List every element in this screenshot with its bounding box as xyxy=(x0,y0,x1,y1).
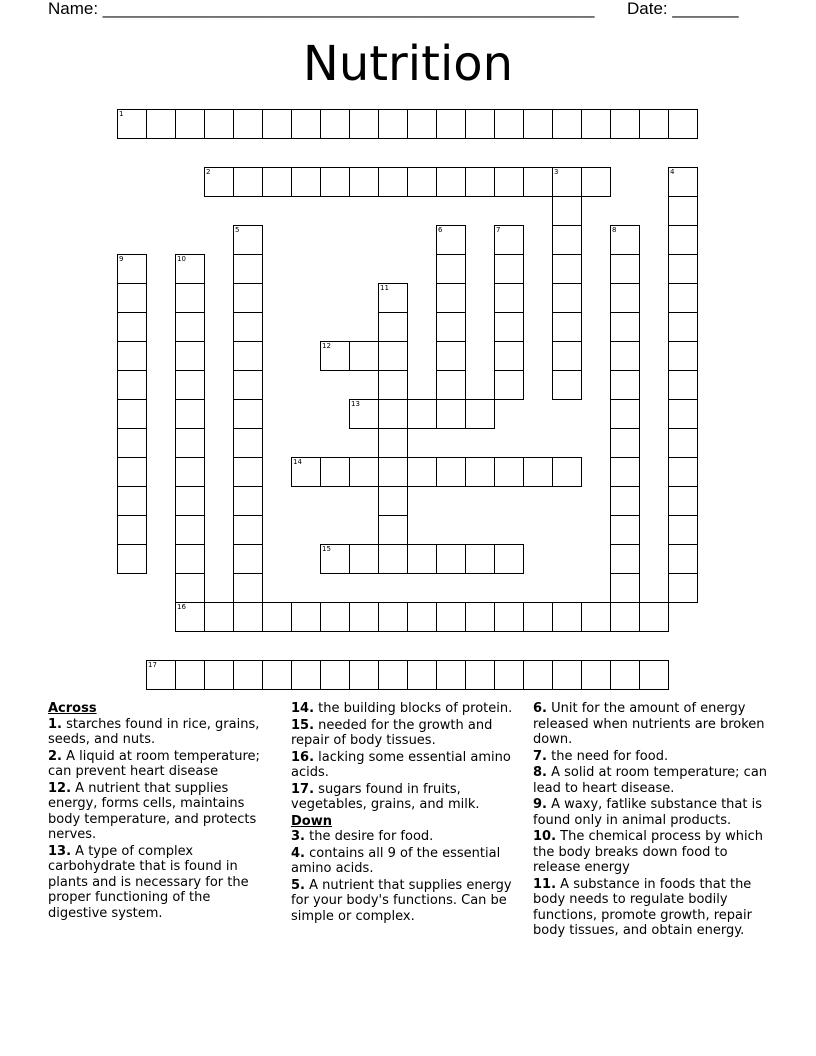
clue-text: lacking some essential amino acids. xyxy=(291,749,511,780)
clue-down-5 xyxy=(291,878,521,925)
grid-cell[interactable] xyxy=(320,167,350,197)
clue-text: A substance in foods that the body needs to regulate bodily functions, promote growth, repair body tissues, and obtain energy. xyxy=(533,876,752,938)
grid-cell[interactable] xyxy=(204,167,234,197)
grid-cell[interactable] xyxy=(465,167,495,197)
clue-text: A solid at room temperature; can lead to heart disease. xyxy=(533,765,768,796)
grid-cell[interactable] xyxy=(610,370,640,400)
grid-cell[interactable] xyxy=(175,457,205,487)
grid-cell[interactable] xyxy=(465,399,495,429)
grid-cell[interactable] xyxy=(378,399,408,429)
grid-cell[interactable] xyxy=(117,109,147,139)
grid-cell[interactable] xyxy=(581,167,611,197)
clue-text: A nutrient that supplies energy for your body's functions. Can be simple or complex. xyxy=(291,877,512,924)
clue-number: 2. xyxy=(48,748,62,764)
grid-cell[interactable] xyxy=(668,428,698,458)
cell-number: 12 xyxy=(322,342,331,350)
grid-cell[interactable] xyxy=(117,312,147,342)
grid-cell[interactable] xyxy=(639,109,669,139)
clues-column-2 xyxy=(291,701,521,925)
grid-cell[interactable] xyxy=(349,109,379,139)
grid-cell[interactable] xyxy=(639,602,669,632)
grid-cell[interactable] xyxy=(117,370,147,400)
grid-cell[interactable] xyxy=(146,109,176,139)
clue-text: needed for the growth and repair of body tissues. xyxy=(291,717,493,748)
clue-across-16 xyxy=(291,750,521,781)
grid-cell[interactable] xyxy=(320,109,350,139)
clue-number: 17. xyxy=(291,781,315,797)
grid-cell[interactable] xyxy=(523,660,553,690)
grid-cell[interactable] xyxy=(668,399,698,429)
clue-number: 9. xyxy=(533,797,547,812)
grid-cell[interactable] xyxy=(378,109,408,139)
grid-cell[interactable] xyxy=(291,602,321,632)
grid-cell[interactable] xyxy=(610,544,640,574)
grid-cell[interactable] xyxy=(494,312,524,342)
grid-cell[interactable] xyxy=(407,602,437,632)
clue-number: 7. xyxy=(533,748,547,764)
grid-cell[interactable] xyxy=(175,283,205,313)
clue-text: the need for food. xyxy=(551,748,669,764)
grid-cell[interactable] xyxy=(378,457,408,487)
grid-cell[interactable] xyxy=(436,254,466,284)
cell-number: 5 xyxy=(235,226,240,234)
grid-cell[interactable] xyxy=(668,283,698,313)
grid-cell[interactable] xyxy=(610,573,640,603)
grid-cell[interactable] xyxy=(639,660,669,690)
grid-cell[interactable] xyxy=(552,312,582,342)
grid-cell[interactable] xyxy=(465,602,495,632)
clue-text: the building blocks of protein. xyxy=(318,701,513,716)
grid-cell[interactable] xyxy=(610,341,640,371)
grid-cell[interactable] xyxy=(494,370,524,400)
clues-column-3 xyxy=(533,701,769,940)
grid-cell[interactable] xyxy=(494,341,524,371)
grid-cell[interactable] xyxy=(349,602,379,632)
grid-cell[interactable] xyxy=(610,457,640,487)
grid-cell[interactable] xyxy=(233,544,263,574)
clue-down-3 xyxy=(291,829,521,845)
grid-cell[interactable] xyxy=(349,167,379,197)
grid-cell[interactable] xyxy=(378,428,408,458)
grid-cell[interactable] xyxy=(117,341,147,371)
grid-cell[interactable] xyxy=(175,341,205,371)
grid-cell[interactable] xyxy=(610,225,640,255)
grid-cell[interactable] xyxy=(291,109,321,139)
grid-cell[interactable] xyxy=(175,428,205,458)
grid-cell[interactable] xyxy=(610,109,640,139)
cell-number: 14 xyxy=(293,458,302,466)
grid-cell[interactable] xyxy=(668,196,698,226)
grid-cell[interactable] xyxy=(320,457,350,487)
grid-cell[interactable] xyxy=(436,109,466,139)
clue-number: 6. xyxy=(533,701,547,716)
grid-cell[interactable] xyxy=(552,167,582,197)
grid-cell[interactable] xyxy=(175,109,205,139)
grid-cell[interactable] xyxy=(436,399,466,429)
grid-cell[interactable] xyxy=(233,109,263,139)
grid-cell[interactable] xyxy=(349,544,379,574)
clue-across-17 xyxy=(291,782,521,813)
grid-cell[interactable] xyxy=(175,602,205,632)
grid-cell[interactable] xyxy=(494,167,524,197)
clues-column-1 xyxy=(48,701,270,922)
grid-cell[interactable] xyxy=(407,457,437,487)
grid-cell[interactable] xyxy=(117,283,147,313)
clue-number: 13. xyxy=(48,843,72,859)
cell-number: 17 xyxy=(148,661,157,669)
grid-cell[interactable] xyxy=(204,602,234,632)
clue-number: 15. xyxy=(291,717,315,733)
grid-cell[interactable] xyxy=(494,544,524,574)
grid-cell[interactable] xyxy=(668,573,698,603)
cell-number: 15 xyxy=(322,545,331,553)
grid-cell[interactable] xyxy=(320,341,350,371)
grid-cell[interactable] xyxy=(291,660,321,690)
clue-down-11 xyxy=(533,877,769,939)
grid-cell[interactable] xyxy=(610,660,640,690)
grid-cell[interactable] xyxy=(668,225,698,255)
grid-cell[interactable] xyxy=(175,544,205,574)
grid-cell[interactable] xyxy=(378,515,408,545)
grid-cell[interactable] xyxy=(436,602,466,632)
grid-cell[interactable] xyxy=(320,660,350,690)
grid-cell[interactable] xyxy=(465,457,495,487)
grid-cell[interactable] xyxy=(494,225,524,255)
grid-cell[interactable] xyxy=(523,457,553,487)
grid-cell[interactable] xyxy=(436,312,466,342)
grid-cell[interactable] xyxy=(523,602,553,632)
clue-across-2 xyxy=(48,749,270,780)
grid-cell[interactable] xyxy=(233,283,263,313)
clue-down-8 xyxy=(533,765,769,796)
grid-cell[interactable] xyxy=(436,283,466,313)
grid-cell[interactable] xyxy=(233,399,263,429)
grid-cell[interactable] xyxy=(668,167,698,197)
grid-cell[interactable] xyxy=(117,486,147,516)
grid-cell[interactable] xyxy=(378,341,408,371)
grid-cell[interactable] xyxy=(175,515,205,545)
grid-cell[interactable] xyxy=(494,660,524,690)
grid-cell[interactable] xyxy=(262,167,292,197)
clue-number: 1. xyxy=(48,716,62,732)
clue-text: Unit for the amount of energy released when nutrients are broken down. xyxy=(533,701,765,747)
clue-number: 5. xyxy=(291,877,305,893)
grid-cell[interactable] xyxy=(668,544,698,574)
grid-cell[interactable] xyxy=(233,225,263,255)
clue-number: 8. xyxy=(533,765,547,780)
clue-number: 14. xyxy=(291,701,315,716)
clue-down-10 xyxy=(533,829,769,876)
grid-cell[interactable] xyxy=(262,602,292,632)
cell-number: 16 xyxy=(177,603,186,611)
grid-cell[interactable] xyxy=(552,196,582,226)
cell-number: 8 xyxy=(612,226,617,234)
grid-cell[interactable] xyxy=(175,573,205,603)
grid-cell[interactable] xyxy=(117,399,147,429)
grid-cell[interactable] xyxy=(233,602,263,632)
cell-number: 1 xyxy=(119,110,124,118)
grid-cell[interactable] xyxy=(233,486,263,516)
grid-cell[interactable] xyxy=(320,544,350,574)
cell-number: 4 xyxy=(670,168,675,176)
grid-cell[interactable] xyxy=(233,428,263,458)
cell-number: 7 xyxy=(496,226,501,234)
grid-cell[interactable] xyxy=(378,370,408,400)
grid-cell[interactable] xyxy=(668,109,698,139)
grid-cell[interactable] xyxy=(552,254,582,284)
cell-number: 10 xyxy=(177,255,186,263)
clue-down-4 xyxy=(291,846,521,877)
grid-cell[interactable] xyxy=(668,515,698,545)
clue-down-7 xyxy=(533,749,769,765)
name-line: Name: ____________________________________________________ xyxy=(48,0,595,18)
clue-text: A nutrient that supplies energy, forms cells, maintains body temperature, and protects nerves. xyxy=(48,780,257,842)
grid-cell[interactable] xyxy=(668,254,698,284)
clue-text: sugars found in fruits, vegetables, grains, and milk. xyxy=(291,781,480,812)
grid-cell[interactable] xyxy=(581,109,611,139)
date-line: Date: _______ xyxy=(627,0,739,18)
grid-cell[interactable] xyxy=(465,109,495,139)
grid-cell[interactable] xyxy=(349,399,379,429)
grid-cell[interactable] xyxy=(175,399,205,429)
grid-cell[interactable] xyxy=(465,660,495,690)
grid-cell[interactable] xyxy=(552,370,582,400)
clue-text: starches found in rice, grains, seeds, and nuts. xyxy=(48,716,260,747)
clue-across-1 xyxy=(48,717,270,748)
grid-cell[interactable] xyxy=(494,109,524,139)
grid-cell[interactable] xyxy=(436,225,466,255)
cell-number: 6 xyxy=(438,226,443,234)
clue-number: 12. xyxy=(48,780,72,796)
grid-cell[interactable] xyxy=(291,457,321,487)
clue-number: 16. xyxy=(291,749,315,765)
grid-cell[interactable] xyxy=(233,312,263,342)
grid-cell[interactable] xyxy=(117,254,147,284)
clue-number: 11. xyxy=(533,876,557,892)
clue-text: the desire for food. xyxy=(309,829,434,844)
grid-cell[interactable] xyxy=(233,167,263,197)
grid-cell[interactable] xyxy=(349,457,379,487)
grid-cell[interactable] xyxy=(233,573,263,603)
cell-number: 3 xyxy=(554,168,559,176)
grid-cell[interactable] xyxy=(610,283,640,313)
grid-cell[interactable] xyxy=(436,370,466,400)
grid-cell[interactable] xyxy=(436,544,466,574)
grid-cell[interactable] xyxy=(610,515,640,545)
grid-cell[interactable] xyxy=(175,660,205,690)
grid-cell[interactable] xyxy=(581,602,611,632)
clue-text: A waxy, fatlike substance that is found only in animal products. xyxy=(533,797,762,828)
page-title: Nutrition xyxy=(302,36,514,92)
clue-text: A type of complex carbohydrate that is found in plants and is necessary for the proper functioning of the digestive system. xyxy=(48,843,249,921)
cell-number: 11 xyxy=(380,284,389,292)
clue-number: 4. xyxy=(291,845,305,861)
grid-cell[interactable] xyxy=(233,515,263,545)
grid-cell[interactable] xyxy=(668,486,698,516)
grid-cell[interactable] xyxy=(610,602,640,632)
cell-number: 9 xyxy=(119,255,124,263)
grid-cell[interactable] xyxy=(436,457,466,487)
grid-cell[interactable] xyxy=(610,399,640,429)
grid-cell[interactable] xyxy=(552,225,582,255)
grid-cell[interactable] xyxy=(262,660,292,690)
grid-cell[interactable] xyxy=(668,457,698,487)
grid-cell[interactable] xyxy=(581,660,611,690)
grid-cell[interactable] xyxy=(378,486,408,516)
cell-number: 2 xyxy=(206,168,211,176)
grid-cell[interactable] xyxy=(117,457,147,487)
grid-cell[interactable] xyxy=(668,341,698,371)
grid-cell[interactable] xyxy=(175,486,205,516)
grid-cell[interactable] xyxy=(407,544,437,574)
grid-cell[interactable] xyxy=(494,602,524,632)
grid-cell[interactable] xyxy=(552,457,582,487)
grid-cell[interactable] xyxy=(204,660,234,690)
grid-cell[interactable] xyxy=(407,399,437,429)
clue-across-15 xyxy=(291,718,521,749)
grid-cell[interactable] xyxy=(436,167,466,197)
cell-number: 13 xyxy=(351,400,360,408)
grid-cell[interactable] xyxy=(378,167,408,197)
grid-cell[interactable] xyxy=(117,544,147,574)
grid-cell[interactable] xyxy=(610,254,640,284)
clue-down-6 xyxy=(533,701,769,748)
grid-cell[interactable] xyxy=(552,602,582,632)
grid-cell[interactable] xyxy=(407,167,437,197)
clue-text: A liquid at room temperature; can prevent heart disease xyxy=(48,748,260,779)
grid-cell[interactable] xyxy=(407,660,437,690)
clue-text: contains all 9 of the essential amino acids. xyxy=(291,845,501,876)
grid-cell[interactable] xyxy=(378,283,408,313)
grid-cell[interactable] xyxy=(465,544,495,574)
down-heading: Down xyxy=(291,813,332,829)
grid-cell[interactable] xyxy=(552,283,582,313)
clue-across-14 xyxy=(291,701,521,717)
grid-cell[interactable] xyxy=(668,312,698,342)
clue-number: 10. xyxy=(533,829,557,844)
grid-cell[interactable] xyxy=(436,660,466,690)
grid-cell[interactable] xyxy=(610,486,640,516)
grid-cell[interactable] xyxy=(610,428,640,458)
grid-cell[interactable] xyxy=(233,660,263,690)
clue-down-9 xyxy=(533,797,769,828)
grid-cell[interactable] xyxy=(146,660,176,690)
grid-cell[interactable] xyxy=(523,109,553,139)
grid-cell[interactable] xyxy=(552,660,582,690)
grid-cell[interactable] xyxy=(233,341,263,371)
clue-across-13 xyxy=(48,844,270,922)
grid-cell[interactable] xyxy=(378,660,408,690)
grid-cell[interactable] xyxy=(494,254,524,284)
grid-cell[interactable] xyxy=(378,544,408,574)
clue-across-12 xyxy=(48,781,270,843)
grid-cell[interactable] xyxy=(407,109,437,139)
grid-cell[interactable] xyxy=(291,167,321,197)
grid-cell[interactable] xyxy=(233,254,263,284)
grid-cell[interactable] xyxy=(610,312,640,342)
grid-cell[interactable] xyxy=(117,515,147,545)
grid-cell[interactable] xyxy=(523,167,553,197)
across-heading: Across xyxy=(48,701,97,716)
grid-cell[interactable] xyxy=(494,457,524,487)
grid-cell[interactable] xyxy=(436,341,466,371)
grid-cell[interactable] xyxy=(378,312,408,342)
grid-cell[interactable] xyxy=(117,428,147,458)
grid-cell[interactable] xyxy=(204,109,234,139)
grid-cell[interactable] xyxy=(320,602,350,632)
grid-cell[interactable] xyxy=(668,370,698,400)
grid-cell[interactable] xyxy=(175,312,205,342)
grid-cell[interactable] xyxy=(378,602,408,632)
clue-number: 3. xyxy=(291,829,305,844)
grid-cell[interactable] xyxy=(349,341,379,371)
grid-cell[interactable] xyxy=(233,457,263,487)
grid-cell[interactable] xyxy=(262,109,292,139)
grid-cell[interactable] xyxy=(552,341,582,371)
grid-cell[interactable] xyxy=(233,370,263,400)
grid-cell[interactable] xyxy=(349,660,379,690)
grid-cell[interactable] xyxy=(175,254,205,284)
grid-cell[interactable] xyxy=(175,370,205,400)
clue-text: The chemical process by which the body breaks down food to release energy xyxy=(533,829,764,875)
grid-cell[interactable] xyxy=(552,109,582,139)
grid-cell[interactable] xyxy=(494,283,524,313)
